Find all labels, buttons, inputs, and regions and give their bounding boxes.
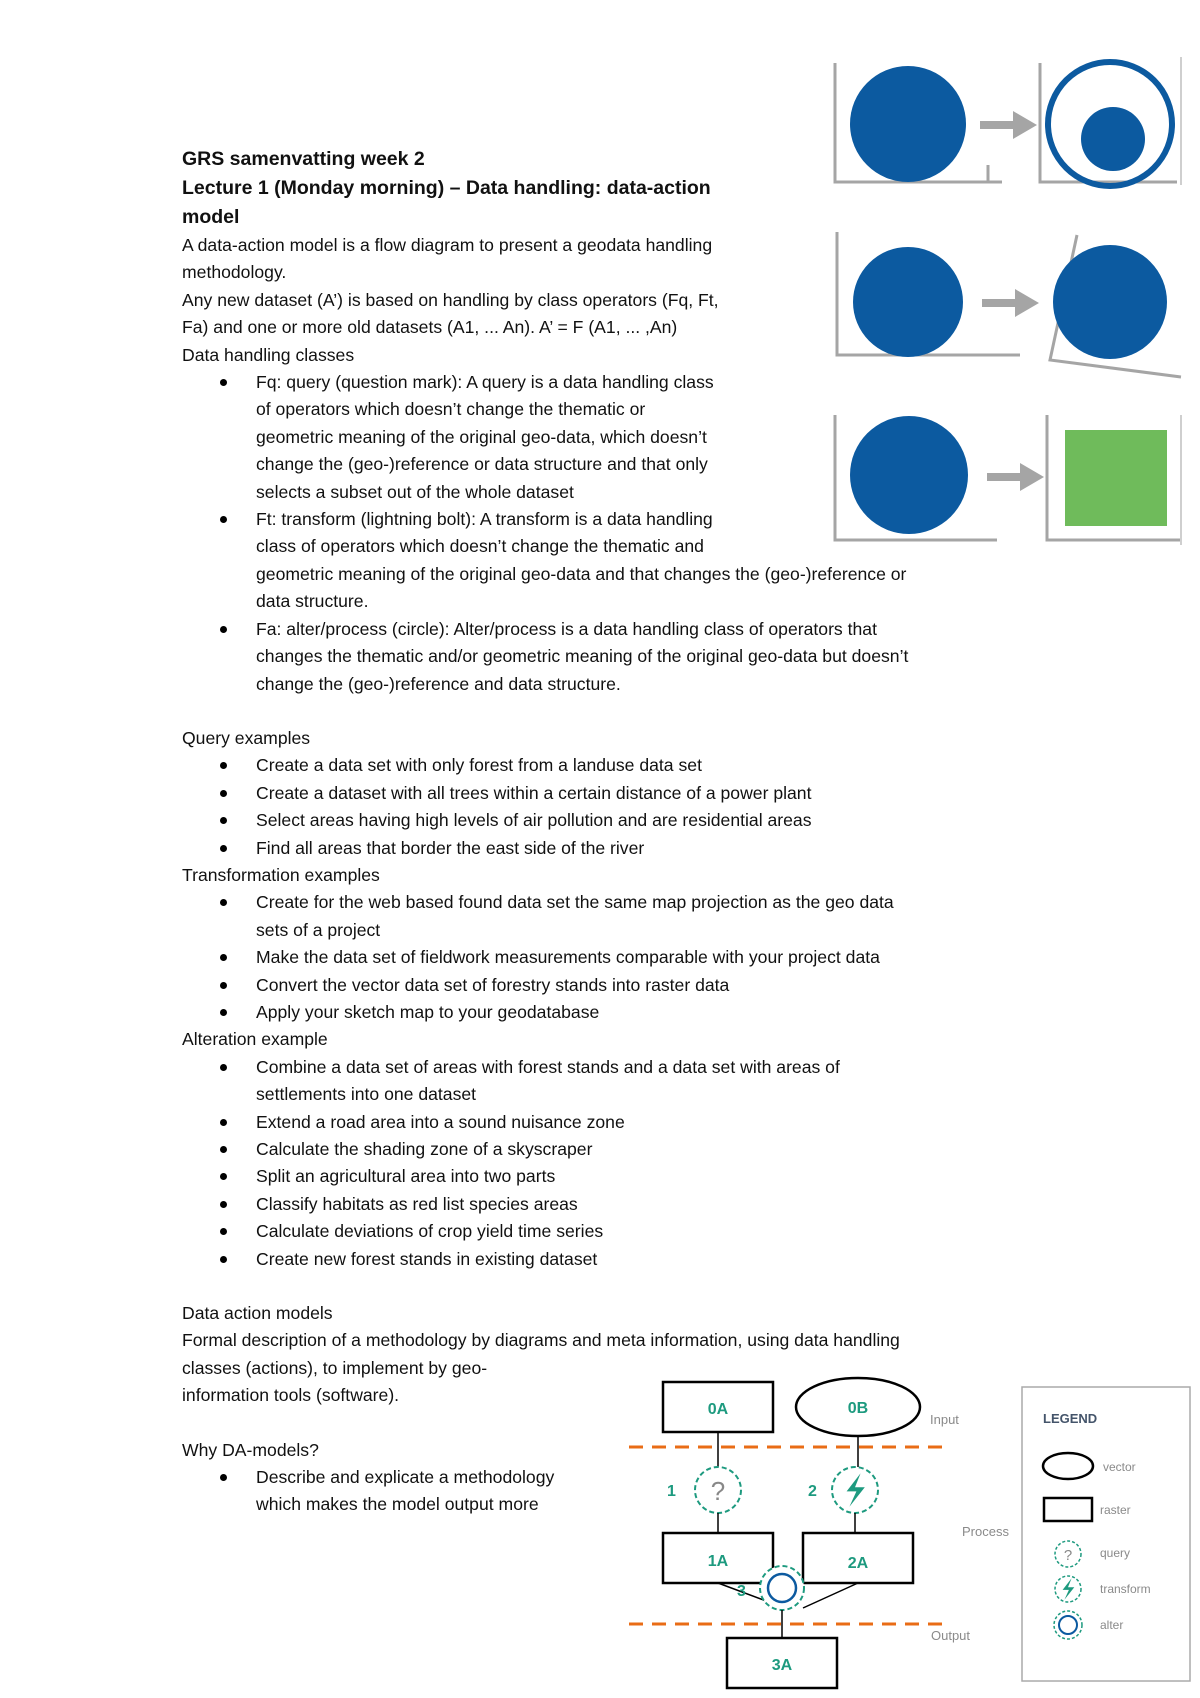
- alteration-example-item: [182, 1218, 1042, 1245]
- transformation-example-item-line: Make the data set of fieldwork measurements comparable with your project data: [256, 947, 880, 968]
- legend-vector-label: vector: [1103, 1460, 1136, 1474]
- legend-query-label: query: [1100, 1546, 1131, 1560]
- step-3-label: 3: [737, 1583, 746, 1600]
- transform-result-circle: [1053, 245, 1167, 359]
- transformation-example-item-line: Convert the vector data set of forestry stands into raster data: [256, 974, 730, 995]
- process-zone-label: Process: [962, 1524, 1009, 1539]
- legend-raster-label: raster: [1100, 1503, 1131, 1517]
- alteration-example-item-line: Extend a road area into a sound nuisance zone: [256, 1111, 625, 1132]
- legend-vector-icon: [1043, 1453, 1093, 1479]
- query-symbol: ?: [710, 1476, 726, 1506]
- query-arrow: [980, 111, 1037, 139]
- transformation-example-item: [182, 972, 1042, 999]
- alteration-example-item-line: Combine a data set of areas with forest stands and a data set with areas of: [256, 1056, 840, 1077]
- transformation-example-item: [182, 944, 1042, 971]
- legend-title: LEGEND: [1043, 1411, 1098, 1426]
- alteration-example-item-line: settlements into one dataset: [256, 1084, 477, 1105]
- raster-node-1A-label: 1A: [707, 1553, 729, 1570]
- legend-alter-label: alter: [1100, 1618, 1124, 1632]
- transformation-example-item-line: sets of a project: [256, 919, 381, 940]
- alter-result-square: [1065, 430, 1167, 526]
- class-list-item-line: Fa: alter/process (circle): Alter/process is a data handling class of operators that: [256, 618, 877, 639]
- alteration-example-item-line: Create new forest stands in existing dataset: [256, 1248, 598, 1269]
- data-action-models-line: information tools (software).: [182, 1385, 400, 1406]
- class-list-item-line: geometric meaning of the original geo-data, which doesn’t: [256, 426, 707, 447]
- alter-icon: [760, 1566, 804, 1610]
- why-da-models-item-line: which makes the model output more: [256, 1494, 539, 1515]
- alteration-example-item-line: Calculate the shading zone of a skyscraper: [256, 1139, 593, 1159]
- raster-node-3A-label: 3A: [771, 1657, 793, 1674]
- alteration-example-heading: Alteration example: [182, 1029, 328, 1050]
- page-title: GRS samenvatting week 2: [182, 148, 425, 170]
- class-list-item-line: of operators which doesn’t change the thematic or: [256, 399, 646, 420]
- operator-illustrations: [825, 55, 1185, 560]
- class-list-item-line: change the (geo-)reference or data structure and that only: [256, 454, 708, 475]
- query-illustration: [835, 57, 1181, 186]
- alter-arrow: [987, 463, 1044, 491]
- transform-source-circle: [853, 247, 963, 357]
- legend-query-symbol: ?: [1063, 1547, 1073, 1564]
- query-example-item: Find all areas that border the east side of the river: [182, 835, 1042, 862]
- alter-source-circle: [850, 416, 968, 534]
- edge-2A-3: [803, 1583, 858, 1608]
- transformation-example-item: [182, 889, 1042, 944]
- intro-line: methodology.: [182, 262, 287, 283]
- transformation-example-item: [182, 999, 1042, 1026]
- alteration-example-item: [182, 1109, 1042, 1136]
- class-list-item-line: class of operators which doesn’t change the thematic and: [256, 536, 704, 557]
- output-zone-label: Output: [931, 1628, 971, 1643]
- intro-line: Fa) and one or more old datasets (A1, ... An). A’ = F (A1, ... ,An): [182, 317, 678, 338]
- data-action-model-diagram: [625, 1370, 1045, 1695]
- query-result-subset-circle: [1081, 107, 1145, 171]
- step-2-label: 2: [808, 1483, 817, 1500]
- transformation-examples-heading: Transformation examples: [182, 864, 380, 885]
- alteration-example-item: [182, 1054, 1042, 1109]
- alteration-example-item: [182, 1246, 1042, 1273]
- class-list-item-line: Ft: transform (lightning bolt): A transform is a data handling: [256, 509, 713, 530]
- query-examples-list: [182, 752, 1042, 862]
- class-list-item-line: data structure.: [256, 591, 369, 612]
- intro-line: Any new dataset (A’) is based on handling by class operators (Fq, Ft,: [182, 289, 719, 310]
- alter-illustration: [835, 415, 1181, 545]
- query-example-item: Create a data set with only forest from a landuse data set: [182, 752, 1042, 779]
- input-zone-label: Input: [930, 1412, 959, 1427]
- alteration-example-item-line: Split an agricultural area into two parts: [256, 1166, 556, 1187]
- diagram-legend: [1020, 1385, 1195, 1685]
- query-examples-heading: Query examples: [182, 727, 311, 748]
- intro-line: A data-action model is a flow diagram to present a geodata handling: [182, 235, 713, 255]
- query-example-item: Create a dataset with all trees within a certain distance of a power plant: [182, 780, 1042, 807]
- step-1-label: 1: [667, 1483, 676, 1500]
- transformation-examples-list: [182, 889, 1042, 1026]
- data-action-models-line: classes (actions), to implement by geo-: [182, 1357, 488, 1378]
- lecture-heading: Lecture 1 (Monday morning) – Data handling: data-action: [182, 177, 711, 199]
- alteration-example-item-line: Classify habitats as red list species areas: [256, 1193, 578, 1214]
- intro-line: Data handling classes: [182, 344, 355, 365]
- transform-arrow: [982, 289, 1039, 317]
- legend-box: [1022, 1387, 1190, 1681]
- class-list-item-line: selects a subset out of the whole dataset: [256, 481, 574, 502]
- legend-transform-label: transform: [1100, 1582, 1151, 1596]
- class-list-item-line: changes the thematic and/or geometric meaning of the original geo-data but doesn’t: [256, 646, 909, 667]
- why-da-models-heading: Why DA-models?: [182, 1439, 319, 1460]
- alteration-examples-list: [182, 1054, 1042, 1273]
- raster-node-0A-label: 0A: [707, 1401, 729, 1418]
- class-list-item-line: change the (geo-)reference and data structure.: [256, 673, 621, 694]
- class-list-item-line: geometric meaning of the original geo-data and that changes the (geo-)reference or: [256, 563, 907, 584]
- alteration-example-item: [182, 1136, 1042, 1163]
- transformation-example-item-line: Create for the web based found data set the same map projection as the geo data: [256, 892, 894, 913]
- query-source-circle: [850, 66, 966, 182]
- alteration-example-item: [182, 1163, 1042, 1190]
- why-da-models-item-line: Describe and explicate a methodology: [256, 1467, 555, 1488]
- transformation-example-item-line: Apply your sketch map to your geodatabase: [256, 1001, 600, 1022]
- transform-illustration: [837, 232, 1181, 377]
- class-list-item: [182, 616, 1042, 698]
- alteration-example-item-line: Calculate deviations of crop yield time series: [256, 1221, 604, 1242]
- lecture-heading-cont: model: [182, 206, 240, 228]
- data-action-models-heading: Data action models: [182, 1303, 333, 1324]
- query-example-item: Select areas having high levels of air pollution and are residential areas: [182, 807, 1042, 834]
- raster-node-2A-label: 2A: [847, 1555, 869, 1572]
- vector-node-0B-label: 0B: [847, 1400, 869, 1417]
- alteration-example-item: [182, 1191, 1042, 1218]
- class-list-item-line: Fq: query (question mark): A query is a data handling class: [256, 372, 714, 393]
- legend-raster-icon: [1044, 1498, 1092, 1521]
- data-action-models-line: Formal description of a methodology by diagrams and meta information, using data handling: [182, 1330, 900, 1351]
